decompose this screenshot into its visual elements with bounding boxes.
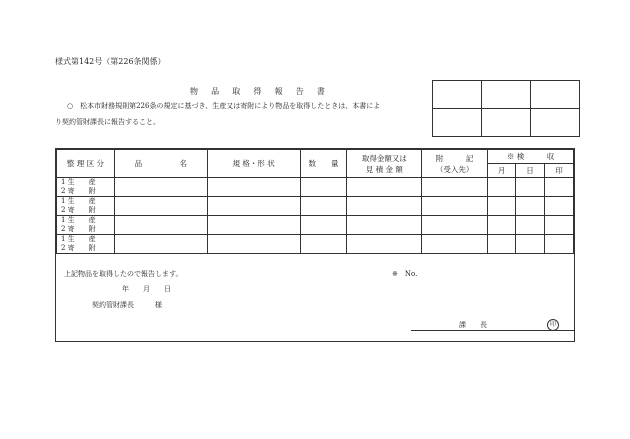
- notice-line-1: ○ 松本市財務規則第226条の規定に基づき、生産又は寄附により物品を取得したときは、本書によ: [67, 102, 381, 110]
- acquisition-table: [56, 149, 574, 254]
- amount-cell[interactable]: [347, 197, 422, 216]
- form-number-label: 様式第142号（第226条関係）: [55, 57, 166, 66]
- remarks-cell[interactable]: [422, 178, 488, 197]
- option-production: 1 生 産: [61, 178, 96, 186]
- approval-box[interactable]: [433, 109, 482, 137]
- approval-box[interactable]: [482, 81, 531, 109]
- seal-cell[interactable]: [545, 197, 574, 216]
- table-row: [57, 197, 574, 216]
- report-statement: 上記物品を取得したので報告します。: [64, 270, 183, 278]
- signature-line: [411, 330, 574, 331]
- day-cell[interactable]: [516, 235, 545, 254]
- option-donation: 2 寄 附: [61, 225, 96, 233]
- option-production: 1 生 産: [61, 235, 96, 243]
- option-production: 1 生 産: [61, 197, 96, 205]
- section-chief-label: 課 長: [459, 321, 487, 329]
- approval-box[interactable]: [531, 81, 580, 109]
- amount-cell[interactable]: [347, 178, 422, 197]
- spec-cell[interactable]: [207, 197, 300, 216]
- spec-cell[interactable]: [207, 178, 300, 197]
- approval-box[interactable]: [531, 109, 580, 137]
- option-donation: 2 寄 附: [61, 206, 96, 214]
- spec-cell[interactable]: [207, 216, 300, 235]
- category-cell[interactable]: [57, 178, 115, 197]
- header-amount-line2: 見 積 金 額: [365, 164, 403, 174]
- day-cell[interactable]: [516, 178, 545, 197]
- header-category: 整 理 区 分: [57, 150, 115, 178]
- category-cell[interactable]: [57, 235, 115, 254]
- reference-number-label: ※ No.: [392, 270, 418, 278]
- header-day: 日: [516, 164, 545, 178]
- recipient-line: 契約管財課長 様: [92, 301, 162, 309]
- document-title: 物 品 取 得 報 告 書: [190, 87, 331, 96]
- category-cell[interactable]: [57, 197, 115, 216]
- remarks-cell[interactable]: [422, 197, 488, 216]
- seal-cell[interactable]: [545, 178, 574, 197]
- spec-cell[interactable]: [207, 235, 300, 254]
- month-cell[interactable]: [488, 235, 516, 254]
- report-form-box: [55, 148, 575, 342]
- seal-cell[interactable]: [545, 235, 574, 254]
- amount-cell[interactable]: [347, 216, 422, 235]
- header-spec: 規 格・形 状: [207, 150, 300, 178]
- option-donation: 2 寄 附: [61, 187, 96, 195]
- amount-cell[interactable]: [347, 235, 422, 254]
- category-cell[interactable]: [57, 216, 115, 235]
- header-month: 月: [488, 164, 516, 178]
- day-cell[interactable]: [516, 216, 545, 235]
- month-cell[interactable]: [488, 216, 516, 235]
- header-quantity: 数 量: [300, 150, 347, 178]
- table-row: [57, 178, 574, 197]
- date-line: 年 月 日: [122, 285, 171, 293]
- item-name-cell[interactable]: [114, 235, 207, 254]
- option-donation: 2 寄 附: [61, 244, 96, 252]
- notice-line-2: り契約管財課長に報告すること。: [55, 118, 160, 126]
- option-production: 1 生 産: [61, 216, 96, 224]
- quantity-cell[interactable]: [300, 235, 347, 254]
- seal-mark: 印: [547, 319, 559, 331]
- seal-cell[interactable]: [545, 216, 574, 235]
- header-remarks-label: 附 記: [435, 153, 474, 163]
- table-row: [57, 216, 574, 235]
- header-item-name: 品 名: [114, 150, 207, 178]
- month-cell[interactable]: [488, 197, 516, 216]
- quantity-cell[interactable]: [300, 216, 347, 235]
- quantity-cell[interactable]: [300, 197, 347, 216]
- quantity-cell[interactable]: [300, 178, 347, 197]
- header-remarks: [422, 150, 488, 178]
- header-inspection: ※ 検 収: [488, 150, 574, 164]
- approval-box[interactable]: [482, 109, 531, 137]
- month-cell[interactable]: [488, 178, 516, 197]
- remarks-cell[interactable]: [422, 235, 488, 254]
- header-seal: 印: [545, 164, 574, 178]
- approval-stamp-grid: [432, 80, 580, 137]
- item-name-cell[interactable]: [114, 178, 207, 197]
- item-name-cell[interactable]: [114, 197, 207, 216]
- header-amount: [347, 150, 422, 178]
- item-name-cell[interactable]: [114, 216, 207, 235]
- remarks-cell[interactable]: [422, 216, 488, 235]
- table-row: [57, 235, 574, 254]
- header-remarks-sub: （受入先）: [435, 164, 474, 174]
- header-amount-line1: 取得金額又は: [361, 153, 407, 163]
- approval-box[interactable]: [433, 81, 482, 109]
- day-cell[interactable]: [516, 197, 545, 216]
